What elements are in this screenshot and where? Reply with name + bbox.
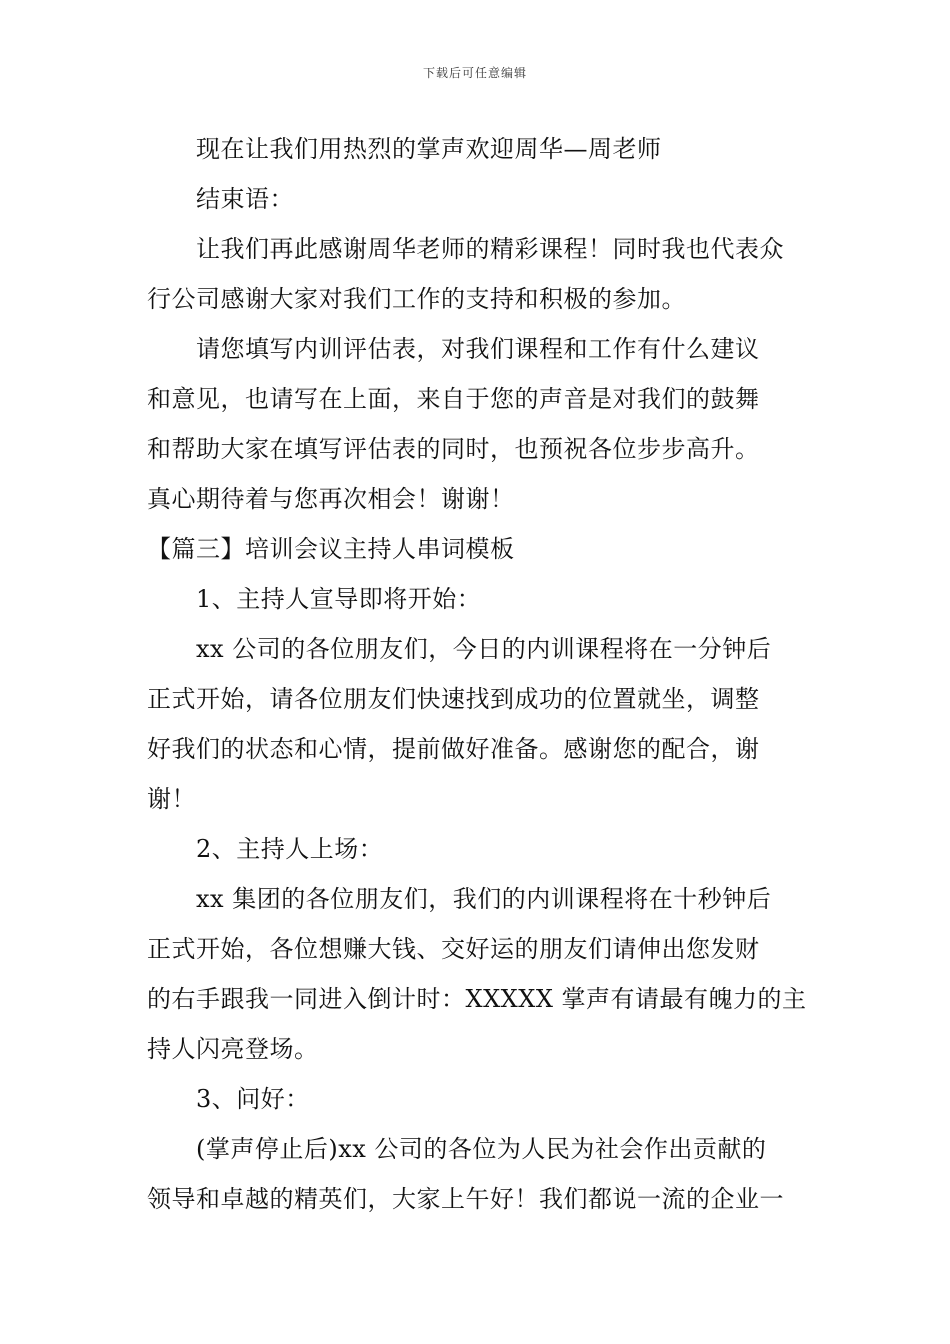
text-line: 行公司感谢大家对我们工作的支持和积极的参加。 — [147, 285, 686, 313]
text-line: 请您填写内训评估表，对我们课程和工作有什么建议 — [196, 335, 760, 363]
document-body — [147, 124, 807, 1224]
text-line: 2、主持人上场： — [196, 835, 384, 863]
page-header: 下载后可任意编辑 — [422, 66, 527, 80]
text-line: 现在让我们用热烈的掌声欢迎周华—周老师 — [196, 135, 662, 163]
text-line: 让我们再此感谢周华老师的精彩课程！同时我也代表众 — [196, 235, 784, 263]
text-line: 的右手跟我一同进入倒计时：XXXXX 掌声有请最有魄力的主 — [147, 985, 807, 1013]
section-heading: 【篇三】培训会议主持人串词模板 — [147, 535, 515, 563]
text-line: 结束语： — [196, 185, 294, 213]
text-line: 持人闪亮登场。 — [147, 1035, 319, 1063]
text-line: 正式开始，各位想赚大钱、交好运的朋友们请伸出您发财 — [147, 935, 760, 963]
text-line: 1、主持人宣导即将开始： — [196, 585, 482, 613]
text-line: xx 公司的各位朋友们，今日的内训课程将在一分钟后 — [196, 635, 772, 663]
text-line: 谢！ — [147, 785, 196, 813]
text-line: 3、问好： — [196, 1085, 310, 1113]
text-line: 正式开始，请各位朋友们快速找到成功的位置就坐，调整 — [147, 685, 760, 713]
text-line: xx 集团的各位朋友们，我们的内训课程将在十秒钟后 — [196, 885, 772, 913]
text-line: 好我们的状态和心情，提前做好准备。感谢您的配合，谢 — [147, 735, 760, 763]
text-line: 真心期待着与您再次相会！谢谢！ — [147, 485, 515, 513]
text-line: 领导和卓越的精英们，大家上午好！我们都说一流的企业一 — [147, 1185, 784, 1213]
text-line: 和意见，也请写在上面，来自于您的声音是对我们的鼓舞 — [147, 385, 760, 413]
text-line: (掌声停止后)xx 公司的各位为人民为社会作出贡献的 — [196, 1135, 767, 1163]
text-line: 和帮助大家在填写评估表的同时，也预祝各位步步高升。 — [147, 435, 760, 463]
